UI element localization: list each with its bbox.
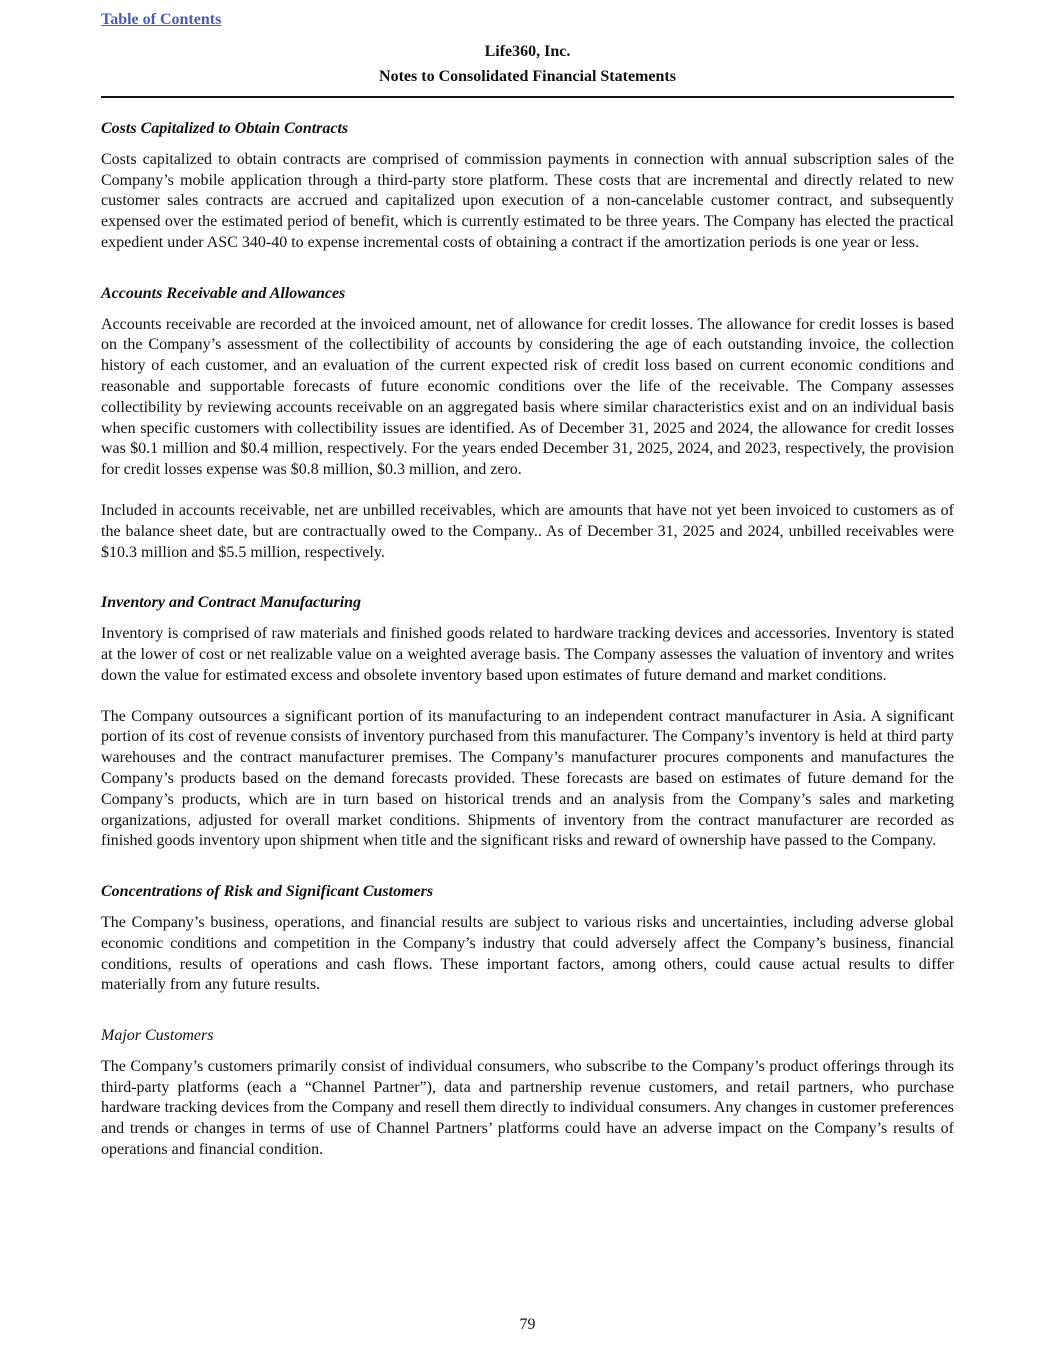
paragraph: Included in accounts receivable, net are unbilled receivables, which are amounts that have not yet been invoiced to customers as of the balance sheet date, but are contractually owed to the Company.. As of December 31, 2025 and 2024, unbilled receivables were $10.3 million and $5.5 million, respectively. <box>101 501 954 561</box>
paragraph: The Company’s business, operations, and financial results are subject to various risks and uncertainties, including adverse global economic conditions and competition in the Company’s industry that could adversely affect the Company’s business, financial conditions, results of operations and cash flows. These important factors, among others, could cause actual results to differ materially from any future results. <box>101 913 954 994</box>
paragraph: Inventory is comprised of raw materials and finished goods related to hardware tracking devices and accessories. Inventory is stated at the lower of cost or net realizable value on a weighted average basis. The Company assesses the valuation of inventory and writes down the value for estimated excess and obsolete inventory based upon estimates of future demand and market conditions. <box>101 625 954 684</box>
section-costs-capitalized <box>101 119 954 254</box>
paragraph: The Company outsources a significant portion of its manufacturing to an independent contract manufacturer in Asia. A significant portion of its cost of revenue consists of inventory purchased from this manufacturer. The Company’s inventory is held at third party warehouses and the contract manufacturer premises. The Company’s manufacturer procures components and manufactures the Company’s products based on the demand forecasts provided. These forecasts are based on estimates of future demand for the Company’s products, which are in turn based on historical trends and an analysis from the Company’s sales and marketing organizations, adjusted for overall market conditions. Shipments of inventory from the contract manufacturer are recorded as finished goods inventory upon shipment when title and the significant risks and reward of ownership have passed to the Company. <box>101 707 954 850</box>
section-heading: Accounts Receivable and Allowances <box>101 284 346 302</box>
section-accounts-receivable <box>101 284 954 564</box>
section-heading: Concentrations of Risk and Significant Customers <box>101 883 434 901</box>
paragraph: The Company’s customers primarily consist of individual consumers, who subscribe to the Company’s product offerings through its third-party platforms (each a “Channel Partner”), data and partnership revenue customers, and retail partners, who purchase hardware tracking devices from the Company and resell them directly to individual consumers. Any changes in customer preferences and trends or changes in terms of use of Channel Partners’ platforms could have an adverse impact on the Company’s results of operations and financial condition. <box>101 1057 954 1159</box>
header-divider <box>101 96 954 98</box>
page-number: 79 <box>519 1316 536 1333</box>
section-concentrations-of-risk <box>101 882 954 996</box>
section-heading: Inventory and Contract Manufacturing <box>101 594 362 612</box>
table-of-contents-link[interactable]: Table of Contents <box>101 11 222 28</box>
document-body <box>101 119 954 1161</box>
paragraph: Accounts receivable are recorded at the invoiced amount, net of allowance for credit losses. The allowance for credit losses is based on the Company’s assessment of the collectibility of accounts by considering the age of each outstanding invoice, the collection history of each customer, and an evaluation of the current expected risk of credit loss based on current economic conditions and reasonable and supportable forecasts of future economic conditions over the life of the receivable. The Company assesses collectibility by reviewing accounts receivable on an aggregated basis where similar characteristics exist and on an individual basis when specific customers with collectibility issues are identified. As of December 31, 2025 and 2024, the allowance for credit losses was $0.1 million and $0.4 million, respectively. For the years ended December 31, 2025, 2024, and 2023, respectively, the provision for credit losses expense was $0.8 million, $0.3 million, and zero. <box>101 315 954 479</box>
section-heading: Costs Capitalized to Obtain Contracts <box>101 120 349 137</box>
paragraph: Costs capitalized to obtain contracts are comprised of commission payments in connection with annual subscription sales of the Company’s mobile application through a third-party store platform. These costs that are incremental and directly related to new customer sales contracts are accrued and capitalized upon execution of a non-cancelable customer contract, and subsequently expensed over the estimated period of benefit, which is currently estimated to be three years. The Company has elected the practical expedient under ASC 340-40 to expense incremental costs of obtaining a contract if the amortization periods is one year or less. <box>101 150 954 251</box>
section-inventory <box>101 593 954 852</box>
section-subheading: Major Customers <box>101 1027 214 1045</box>
section-major-customers <box>101 1026 954 1161</box>
page-title: Notes to Consolidated Financial Statements <box>379 68 676 85</box>
company-name: Life360, Inc. <box>484 43 571 60</box>
